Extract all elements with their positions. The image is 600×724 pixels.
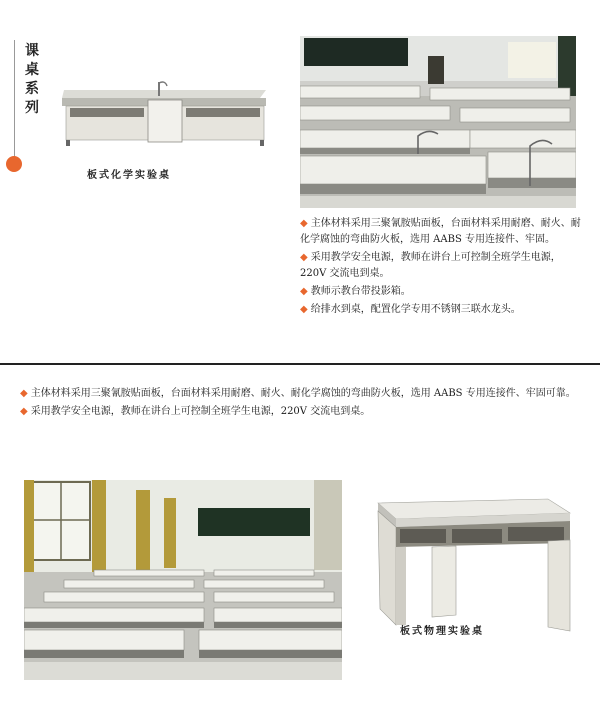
diamond-bullet-icon: ◆ (300, 286, 308, 297)
feature-item: ◆ 采用教学安全电源，教师在讲台上可控制全班学生电源，220V 交流电到桌。 (20, 406, 371, 417)
title-rule (14, 40, 15, 160)
chemistry-desk-features (300, 216, 586, 320)
physics-lab-photo (24, 480, 342, 680)
feature-item: ◆ 主体材料采用三聚氰胺贴面板，台面材料采用耐磨、耐火、耐化学腐蚀的弯曲防火板，选用 AABS 专用连接件、牢固。 (300, 218, 581, 245)
feature-item: ◆ 主体材料采用三聚氰胺贴面板，台面材料采用耐磨、耐火、耐化学腐蚀的弯曲防火板，选用 AABS 专用连接件、牢固可靠。 (20, 388, 576, 399)
chemistry-lab-photo (300, 36, 576, 208)
diamond-bullet-icon: ◆ (20, 388, 28, 399)
diamond-bullet-icon: ◆ (300, 304, 308, 315)
physics-desk-image (372, 497, 572, 633)
diamond-bullet-icon: ◆ (300, 218, 308, 229)
diamond-bullet-icon: ◆ (300, 252, 308, 263)
chemistry-desk-image (60, 78, 270, 148)
physics-desk-caption: 板式物理实验桌 (400, 626, 484, 637)
section-divider (0, 363, 600, 365)
feature-item: ◆ 教师示教台带投影箱。 (300, 286, 411, 297)
feature-item: ◆ 给排水到桌，配置化学专用不锈钢三联水龙头。 (300, 304, 521, 315)
diamond-bullet-icon: ◆ (20, 406, 28, 417)
physics-desk-features (20, 386, 580, 422)
feature-item: ◆ 采用教学安全电源，教师在讲台上可控制全班学生电源，220V 交流电到桌。 (300, 252, 561, 279)
series-title: 课桌系列 (25, 43, 39, 116)
chemistry-desk-caption: 板式化学实验桌 (87, 170, 171, 181)
accent-dot (6, 156, 22, 172)
